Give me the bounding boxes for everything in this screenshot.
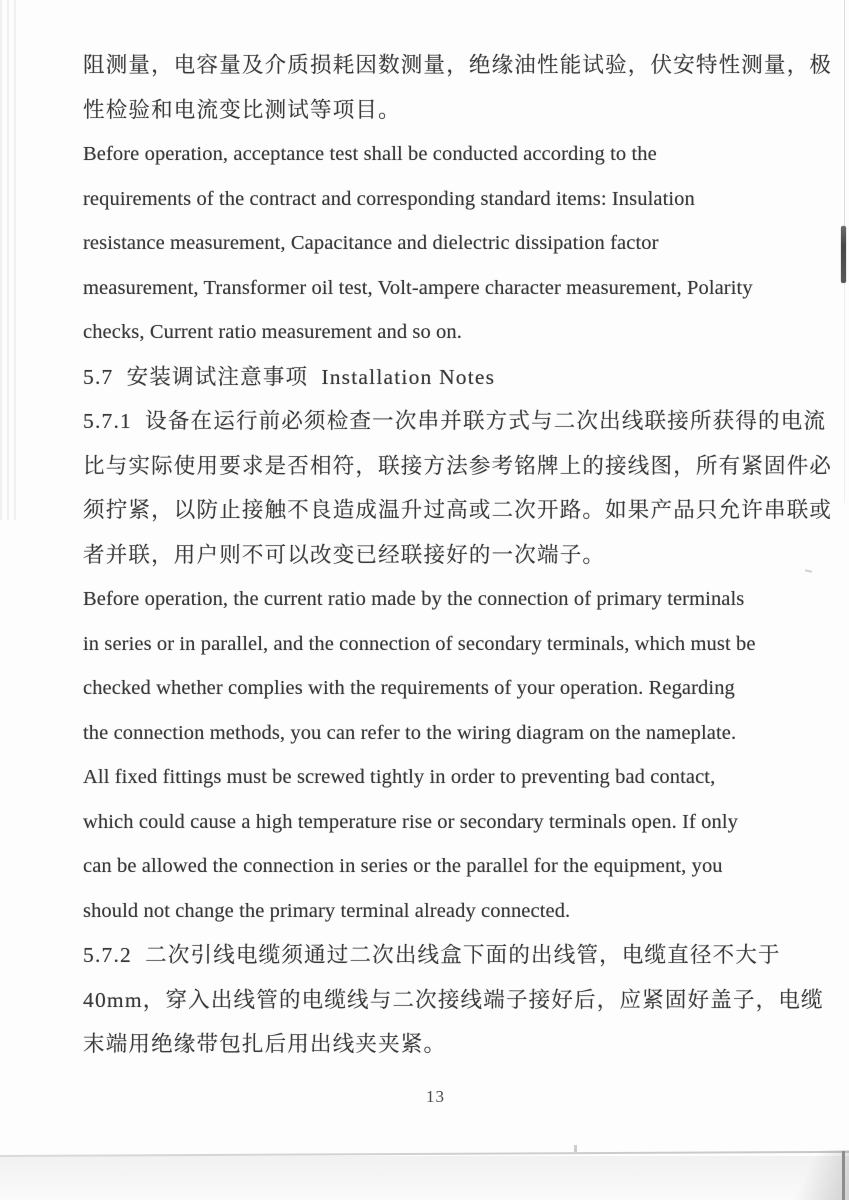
text-line: should not change the primary terminal already connected. [83, 899, 571, 922]
text-line: 末端用绝缘带包扎后用出线夹夹紧。 [83, 1032, 447, 1056]
text-line: checks, Current ratio measurement and so on. [83, 321, 462, 343]
text-line: 40mm，穿入出线管的电缆线与二次接线端子接好后，应紧固好盖子，电缆 [83, 987, 824, 1012]
text-line: checked whether complies with the requirements of your operation. Regarding [83, 677, 735, 699]
text-line: 比与实际使用要求是否相符，联接方法参考铭牌上的接线图，所有紧固件必 [83, 453, 833, 478]
scan-line-right-edge-mid [844, 283, 845, 503]
text-line: 须拧紧，以防止接触不良造成温升过高或二次开路。如果产品只允许串联或 [83, 498, 833, 522]
text-line: 5.7.2 二次引线电缆须通过二次出线盒下面的出线管，电缆直径不大于 [83, 943, 781, 967]
text-line: Before operation, acceptance test shall be conducted according to the [83, 143, 657, 165]
text-line: 阻测量，电容量及介质损耗因数测量，绝缘油性能试验，伏安特性测量，极 [83, 53, 833, 77]
text-line: which could cause a high temperature rise or secondary terminals open. If only [83, 810, 739, 833]
scan-line-right-edge-top [844, 0, 845, 228]
scan-streaks-left-edge [0, 0, 20, 520]
scan-shadow-bottom [0, 1156, 849, 1200]
text-line: requirements of the contract and corresponding standard items: Insulation [83, 187, 695, 210]
scan-binding-mark-right [841, 226, 846, 283]
text-line: All fixed fittings must be screwed tightly in order to preventing bad contact, [83, 766, 716, 788]
scan-shadow-bottom-right-corner [771, 1150, 849, 1200]
text-line: Before operation, the current ratio made by the connection of primary terminals [83, 588, 745, 610]
page-number: 13 [426, 1087, 445, 1106]
text-line: can be allowed the connection in series or the parallel for the equipment, you [83, 855, 723, 877]
text-line: resistance measurement, Capacitance and dielectric dissipation factor [83, 232, 659, 254]
scan-line-right-edge-bottom [842, 1151, 845, 1200]
text-line: 5.7.1 设备在运行前必须检查一次串并联方式与二次出线联接所获得的电流 [83, 409, 827, 433]
text-line: 性检验和电流变比测试等项目。 [83, 97, 401, 122]
scan-speck [574, 1145, 577, 1152]
text-line: 者并联，用户则不可以改变已经联接好的一次端子。 [83, 542, 606, 567]
text-line: the connection methods, you can refer to the wiring diagram on the nameplate. [83, 721, 737, 744]
text-line: in series or in parallel, and the connection of secondary terminals, which must be [83, 632, 756, 655]
text-line: 5.7 安装调试注意事项 Installation Notes [83, 364, 496, 389]
document-text-block [83, 43, 831, 1067]
text-line: measurement, Transformer oil test, Volt-ampere character measurement, Polarity [83, 276, 753, 299]
